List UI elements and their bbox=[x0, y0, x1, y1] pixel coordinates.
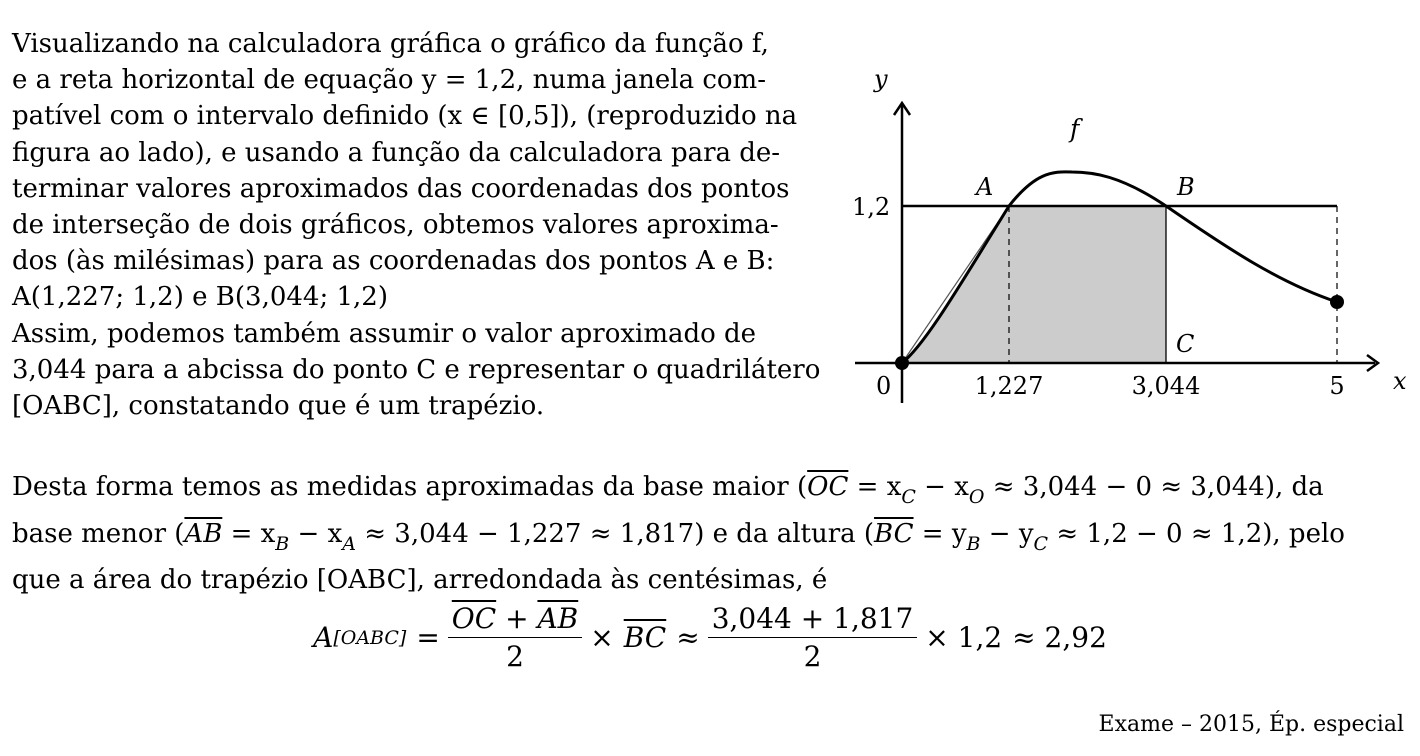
source-citation: Exame – 2015, Ép. especial bbox=[1098, 712, 1404, 737]
text-line: dos (às milésimas) para as coordenadas dos pontos A e B: bbox=[12, 246, 775, 277]
formula-lhs-subscript: [OABC] bbox=[333, 626, 407, 649]
x-tick-b-label: 3,044 bbox=[1131, 372, 1201, 400]
y-axis-label: y bbox=[874, 65, 888, 93]
result: ≈ 2,92 bbox=[1012, 621, 1107, 654]
fraction-1-denominator: 2 bbox=[506, 640, 524, 673]
text-fragment: ≈ 3,044 − 0 ≈ 3,044), da bbox=[984, 472, 1324, 502]
fraction-1-numerator bbox=[448, 602, 582, 638]
subscript: C bbox=[1033, 532, 1049, 555]
subscript: C bbox=[901, 486, 916, 508]
text-line: [OABC], constatando que é um trapézio. bbox=[12, 391, 545, 422]
area-formula bbox=[0, 602, 1420, 673]
text-fragment: = y bbox=[913, 518, 967, 549]
text-line: que a área do trapézio [OABC], arredondada às centésimas, é bbox=[12, 565, 828, 595]
subscript: A bbox=[342, 532, 356, 555]
text-fragment: ≈ 3,044 − 1,227 ≈ 1,817) e da altura ( bbox=[355, 518, 875, 549]
point-c-label: C bbox=[1176, 330, 1195, 358]
text-fragment: = x bbox=[222, 518, 276, 549]
text-line: Assim, podemos também assumir o valor aproximado de bbox=[12, 318, 757, 349]
text-fragment: − x bbox=[289, 518, 343, 549]
x-tick-end-label: 5 bbox=[1329, 372, 1345, 400]
solution-paragraph-2 bbox=[12, 469, 1406, 599]
text-line: patível com o intervalo definido (x ∈ [0,5]), (reproduzido na bbox=[12, 101, 798, 132]
subscript: B bbox=[966, 532, 981, 555]
times-sign: × bbox=[590, 621, 614, 654]
segment-bc: $\overline{BC}$ bbox=[623, 621, 667, 654]
subscript: O bbox=[968, 486, 985, 508]
function-label: f bbox=[1070, 114, 1080, 143]
text-line: e a reta horizontal de equação y = 1,2, numa janela com- bbox=[12, 65, 766, 96]
text-line: Visualizando na calculadora gráfica o gráfico da função f, bbox=[12, 29, 769, 59]
text-fragment: = x bbox=[848, 472, 902, 502]
segment-oc: $\overline{OC}$ bbox=[807, 472, 849, 502]
text-line: de interseção de dois gráficos, obtemos valores aproxima- bbox=[12, 210, 779, 241]
text-fragment: Desta forma temos as medidas aproximadas da base maior ( bbox=[12, 472, 808, 502]
shaded-area bbox=[902, 206, 1166, 363]
subscript: B bbox=[275, 532, 290, 555]
fraction-2-numerator: 3,044 + 1,817 bbox=[708, 602, 918, 638]
endpoint bbox=[1330, 295, 1344, 309]
function-graph bbox=[830, 55, 1410, 415]
plus-sign: + bbox=[496, 602, 538, 635]
segment-ab: $\overline{AB}$ bbox=[184, 518, 223, 549]
origin-point bbox=[895, 356, 909, 370]
point-b-label: B bbox=[1177, 173, 1195, 201]
x-axis-label: x bbox=[1393, 367, 1407, 395]
equals-sign: = bbox=[416, 621, 440, 654]
text-line bbox=[12, 469, 1406, 516]
text-line bbox=[12, 516, 1406, 563]
text-line: A(1,227; 1,2) e B(3,044; 1,2) bbox=[12, 282, 388, 313]
text-line: figura ao lado), e usando a função da calculadora para de- bbox=[12, 137, 781, 168]
segment-bc: $\overline{BC}$ bbox=[874, 518, 914, 549]
formula-lhs: A bbox=[313, 621, 334, 654]
point-a-label: A bbox=[976, 173, 994, 201]
y-tick-label: 1,2 bbox=[852, 193, 891, 221]
text-fragment: − x bbox=[915, 472, 969, 502]
approx-sign: ≈ bbox=[676, 621, 700, 654]
text-fragment: − y bbox=[980, 518, 1034, 549]
fraction-2 bbox=[708, 602, 918, 673]
segment-ab: $\overline{AB}$ bbox=[537, 602, 579, 635]
segment-oc: $\overline{OC}$ bbox=[451, 602, 497, 635]
x-tick-a-label: 1,227 bbox=[974, 372, 1044, 400]
text-fragment: base menor ( bbox=[12, 518, 185, 549]
fraction-1 bbox=[448, 602, 582, 673]
solution-paragraph-1 bbox=[12, 26, 821, 424]
text-line: 3,044 para a abcissa do ponto C e representar o quadrilátero bbox=[12, 354, 821, 385]
text-line: terminar valores aproximados das coordenadas dos pontos bbox=[12, 173, 790, 204]
origin-label: 0 bbox=[876, 372, 892, 400]
times-value: × 1,2 bbox=[925, 621, 1003, 654]
fraction-2-denominator: 2 bbox=[803, 640, 822, 673]
text-fragment: ≈ 1,2 − 0 ≈ 1,2), pelo bbox=[1048, 518, 1345, 549]
